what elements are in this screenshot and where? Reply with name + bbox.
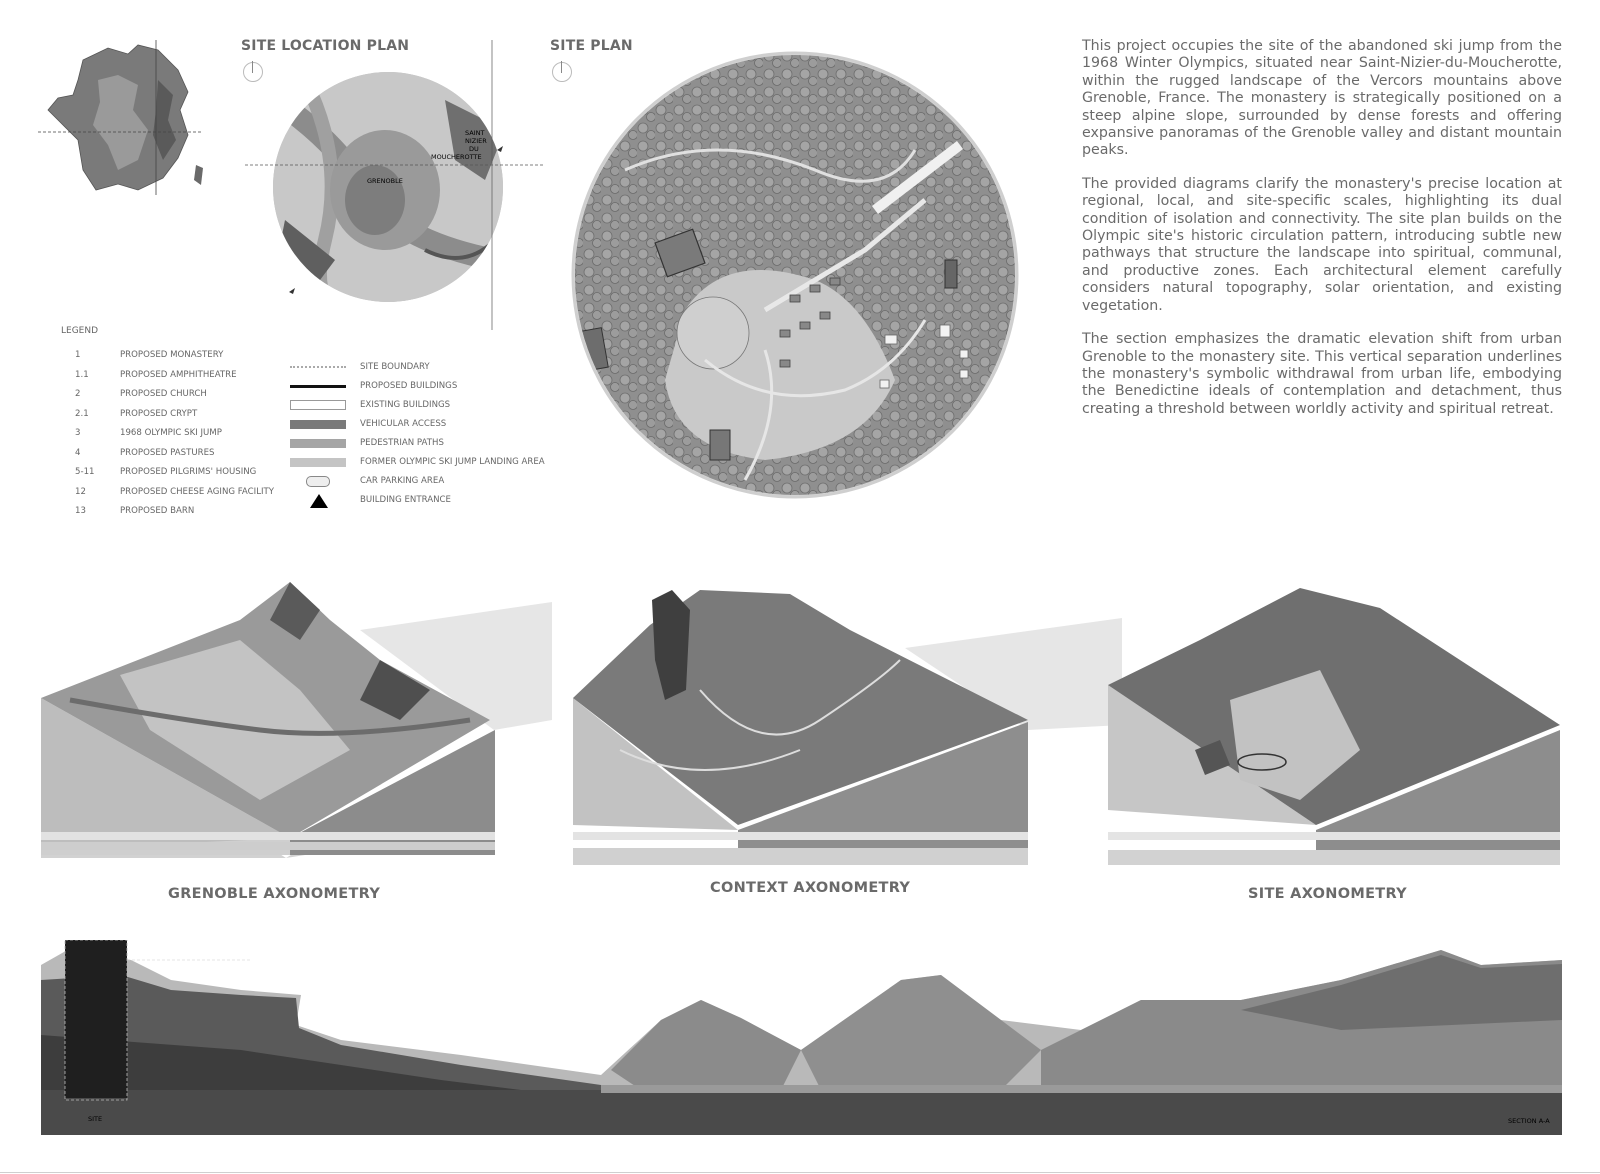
legend-symbol-label: CAR PARKING AREA xyxy=(360,476,445,486)
proposed-buildings-swatch xyxy=(290,385,346,388)
legend-symbol-label: VEHICULAR ACCESS xyxy=(360,419,447,429)
legend-symbol-label: FORMER OLYMPIC SKI JUMP LANDING AREA xyxy=(360,457,545,467)
moucherotte-label: MOUCHEROTTE xyxy=(431,153,482,161)
project-description xyxy=(1082,38,1562,434)
site-plan-map xyxy=(565,50,1025,505)
vehicular-access-swatch xyxy=(290,420,346,429)
context-axonometry xyxy=(573,590,1028,865)
pedestrian-paths-swatch xyxy=(290,439,346,448)
legend-row: 5-11 PROPOSED PILGRIMS' HOUSING xyxy=(75,467,257,477)
legend-row: 13 PROPOSED BARN xyxy=(75,506,195,516)
site-axonometry xyxy=(1108,588,1560,865)
section-a-a-label: SECTION A-A xyxy=(1508,1117,1550,1125)
axonometry-strip xyxy=(0,580,1600,880)
legend-symbol-label: EXISTING BUILDINGS xyxy=(360,400,451,410)
saint-label: SAINT xyxy=(465,129,485,137)
landing-area-swatch xyxy=(290,458,346,467)
nizier-label: NIZIER xyxy=(465,137,487,145)
legend-row: 4 PROPOSED PASTURES xyxy=(75,447,215,458)
france-map xyxy=(38,40,213,200)
legend-symbol-label: SITE BOUNDARY xyxy=(360,362,430,372)
description-paragraph: This project occupies the site of the abandoned ski jump from the 1968 Winter Olympics, situated near Saint-Nizier-du-Moucherotte, within the rugged landscape of the Vercors mountains above Grenoble, France. The monastery is strategically positioned on a steep alpine slope, surrounded by dense forests and offering expansive panoramas of the Grenoble valley and distant mountain peaks. xyxy=(1082,38,1562,159)
site-location-plan-heading: SITE LOCATION PLAN xyxy=(241,38,410,54)
grenoble-axonometry-title: GRENOBLE AXONOMETRY xyxy=(168,886,381,902)
legend-row: 3 1968 OLYMPIC SKI JUMP xyxy=(75,428,222,438)
legend-row: 2 PROPOSED CHURCH xyxy=(75,389,207,399)
description-paragraph: The section emphasizes the dramatic elevation shift from urban Grenoble to the monastery site. This vertical separation underlines the monastery's symbolic withdrawal from urban life, embodying the Benedictine ideals of contemplation and detachment, thus creating a threshold between worldly activity and spiritual retreat. xyxy=(1082,331,1562,417)
legend-symbol-label: BUILDING ENTRANCE xyxy=(360,495,451,505)
bottom-rule xyxy=(0,1172,1600,1173)
site-plan-heading: SITE PLAN xyxy=(550,38,633,54)
existing-buildings-swatch xyxy=(290,400,346,410)
legend-row: 2.1 PROPOSED CRYPT xyxy=(75,408,198,419)
legend-symbol-label: PROPOSED BUILDINGS xyxy=(360,381,458,391)
site-location-map xyxy=(245,40,545,330)
legend-row: 12 PROPOSED CHEESE AGING FACILITY xyxy=(75,486,275,497)
car-parking-icon xyxy=(306,476,330,487)
context-axonometry-title: CONTEXT AXONOMETRY xyxy=(710,880,911,896)
grenoble-label: GRENOBLE xyxy=(367,177,403,185)
site-boundary-swatch xyxy=(290,366,346,368)
section-site-label: SITE xyxy=(88,1115,103,1123)
description-paragraph: The provided diagrams clarify the monastery's precise location at regional, local, and site-specific scales, highlighting its dual condition of isolation and connectivity. The site plan builds on the Olympic site's historic circulation pattern, introducing subtle new pathways that structure the landscape into spiritual, communal, and productive zones. Each architectural element carefully considers natural topography, solar orientation, and existing vegetation. xyxy=(1082,175,1562,314)
legend-title: LEGEND xyxy=(61,326,99,336)
legend-row: 1 PROPOSED MONASTERY xyxy=(75,350,224,360)
du-label: DU xyxy=(469,145,479,153)
legend-row: 1.1 PROPOSED AMPHITHEATRE xyxy=(75,369,237,380)
site-axonometry-title: SITE AXONOMETRY xyxy=(1248,886,1407,902)
building-entrance-icon xyxy=(310,494,328,508)
section-a-a xyxy=(41,940,1562,1135)
legend-symbol-label: PEDESTRIAN PATHS xyxy=(360,438,444,448)
